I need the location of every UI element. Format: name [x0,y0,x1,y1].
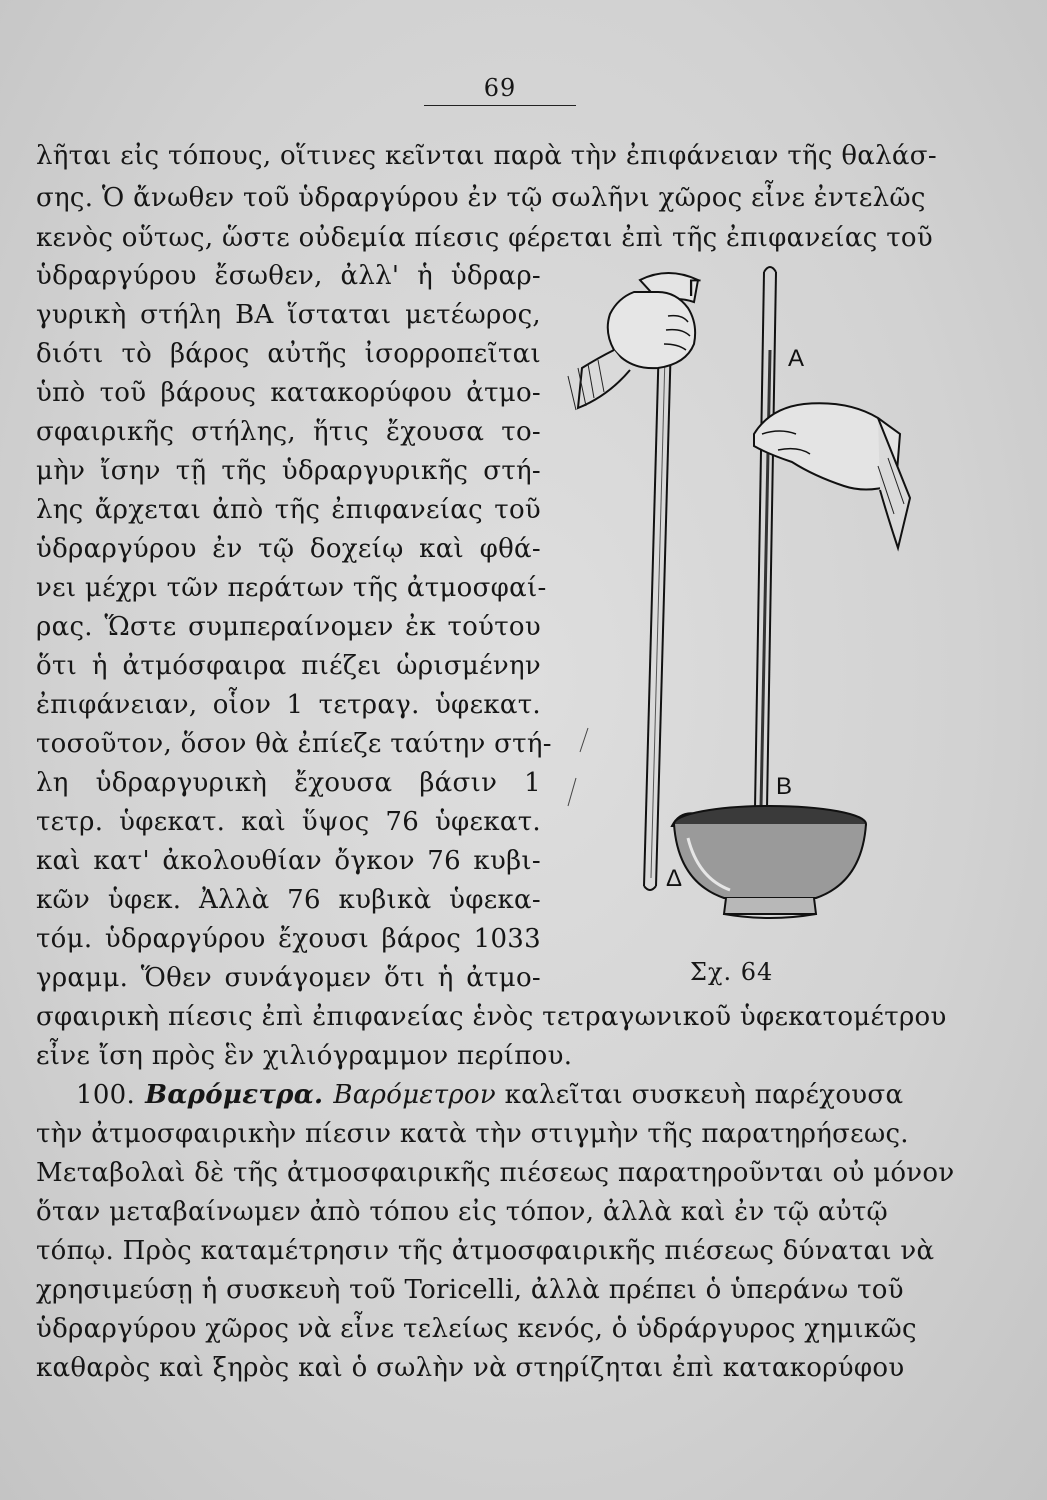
text-line: Μεταβολαὶ δὲ τῆς ἀτμοσφαιρικῆς πιέσεως παρατηροῦνται οὐ μόνον [36,1158,955,1188]
text-line: γυρικὴ στήλη ΒΑ ἵσταται μετέωρος, [36,300,541,330]
text-line: ὑδραργύρου ἐν τῷ δοχείῳ καὶ φθά- [36,534,541,564]
text-line: ὑδραργύρου χῶρος νὰ εἶνε τελείως κενός, ὁ ὑδράργυρος χημικῶς [36,1314,917,1344]
text-line: κενὸς οὕτως, ὥστε οὐδεμία πίεσις φέρεται ἐπὶ τῆς ἐπιφανείας τοῦ [36,223,933,253]
text-line: τοσοῦτον, ὅσον θὰ ἐπίεζε ταύτην στή- [36,729,552,759]
label-delta: Δ [666,865,683,892]
upper-hand-illustration [568,273,698,410]
text-line: καθαρὸς καὶ ξηρὸς καὶ ὁ σωλὴν νὰ στηρίζηται ἐπὶ κατακορύφου [36,1353,905,1383]
torricelli-illustration [548,258,918,948]
text-line: εἶνε ἴση πρὸς ἓν χιλιόγραμμον περίπου. [36,1041,573,1071]
page-number: 69 [483,74,517,102]
header-rule [424,105,576,106]
text-line: λῆται εἰς τόπους, οἵτινες κεῖνται παρὰ τὴν ἐπιφάνειαν τῆς θαλάσ- [36,141,937,171]
text-line: τόμ. ὑδραργύρου ἔχουσι βάρος 1033 [36,924,541,954]
text-line: μὴν ἴσην τῇ τῆς ὑδραργυρικῆς στή- [36,456,541,486]
text-line: ἐπιφάνειαν, οἷον 1 τετραγ. ὑφεκατ. [36,690,541,720]
text-line: νει μέχρι τῶν περάτων τῆς ἀτμοσφαί- [36,573,547,603]
text-line: τετρ. ὑφεκατ. καὶ ὕψος 76 ὑφεκατ. [36,807,541,837]
text-line: γραμμ. Ὅθεν συνάγομεν ὅτι ἡ ἀτμο- [36,963,541,993]
section-term: Βαρόμετρον [333,1080,496,1110]
section-first-line: καλεῖται συσκευὴ παρέχουσα [504,1080,904,1110]
text-line: λη ὑδραργυρικὴ ἔχουσα βάσιν 1 [36,768,541,798]
text-line: σφαιρικῆς στήλης, ἥτις ἔχουσα το- [36,417,541,447]
section-heading-line [76,1077,904,1113]
label-alpha: Α [788,345,805,372]
text-line: καὶ κατ' ἀκολουθίαν ὄγκον 76 κυβι- [36,846,541,876]
text-line: ὅταν μεταβαίνωμεν ἀπὸ τόπου εἰς τόπον, ἀλλὰ καὶ ἐν τῷ αὐτῷ [36,1197,889,1227]
text-line: λης ἄρχεται ἀπὸ τῆς ἐπιφανείας τοῦ [36,495,541,525]
text-line: ὑδραργύρου ἔσωθεν, ἀλλ' ἡ ὑδραρ- [36,261,541,291]
text-line: ρας. Ὥστε συμπεραίνομεν ἐκ τούτου [36,612,541,642]
lower-hand-illustration [754,403,910,548]
section-title: Βαρόμετρα. [145,1080,324,1110]
text-line: τὴν ἀτμοσφαιρικὴν πίεσιν κατὰ τὴν στιγμὴν τῆς παρατηρήσεως. [36,1119,909,1149]
text-line: σφαιρικὴ πίεσις ἐπὶ ἐπιφανείας ἑνὸς τετραγωνικοῦ ὑφεκατομέτρου [36,1002,947,1032]
text-line: τόπῳ. Πρὸς καταμέτρησιν τῆς ἀτμοσφαιρικῆς πιέσεως δύναται νὰ [36,1236,935,1266]
left-tube [644,303,672,890]
section-number: 100. [76,1080,136,1110]
torricelli-figure [548,258,918,948]
text-line: σης. Ὁ ἄνωθεν τοῦ ὑδραργύρου ἐν τῷ σωλῆνι χῶρος εἶνε ἐντελῶς [36,183,926,213]
mercury-basin [672,806,866,918]
text-line: κῶν ὑφεκ. Ἀλλὰ 76 κυβικὰ ὑφεκα- [36,885,541,915]
figure-caption: Σχ. 64 [690,958,774,986]
right-tube [754,267,776,868]
label-gamma: Γ [688,275,702,302]
label-beta: Β [776,773,793,800]
text-line: ὑπὸ τοῦ βάρους κατακορύφου ἀτμο- [36,378,541,408]
stray-mark [580,728,588,752]
text-line: διότι τὸ βάρος αὐτῆς ἰσορροπεῖται [36,339,541,369]
text-line: ὅτι ἡ ἀτμόσφαιρα πιέζει ὡρισμένην [36,651,541,681]
text-line: χρησιμεύσῃ ἡ συσκευὴ τοῦ Toricelli, ἀλλὰ πρέπει ὁ ὑπεράνω τοῦ [36,1275,904,1305]
stray-mark [568,778,576,806]
